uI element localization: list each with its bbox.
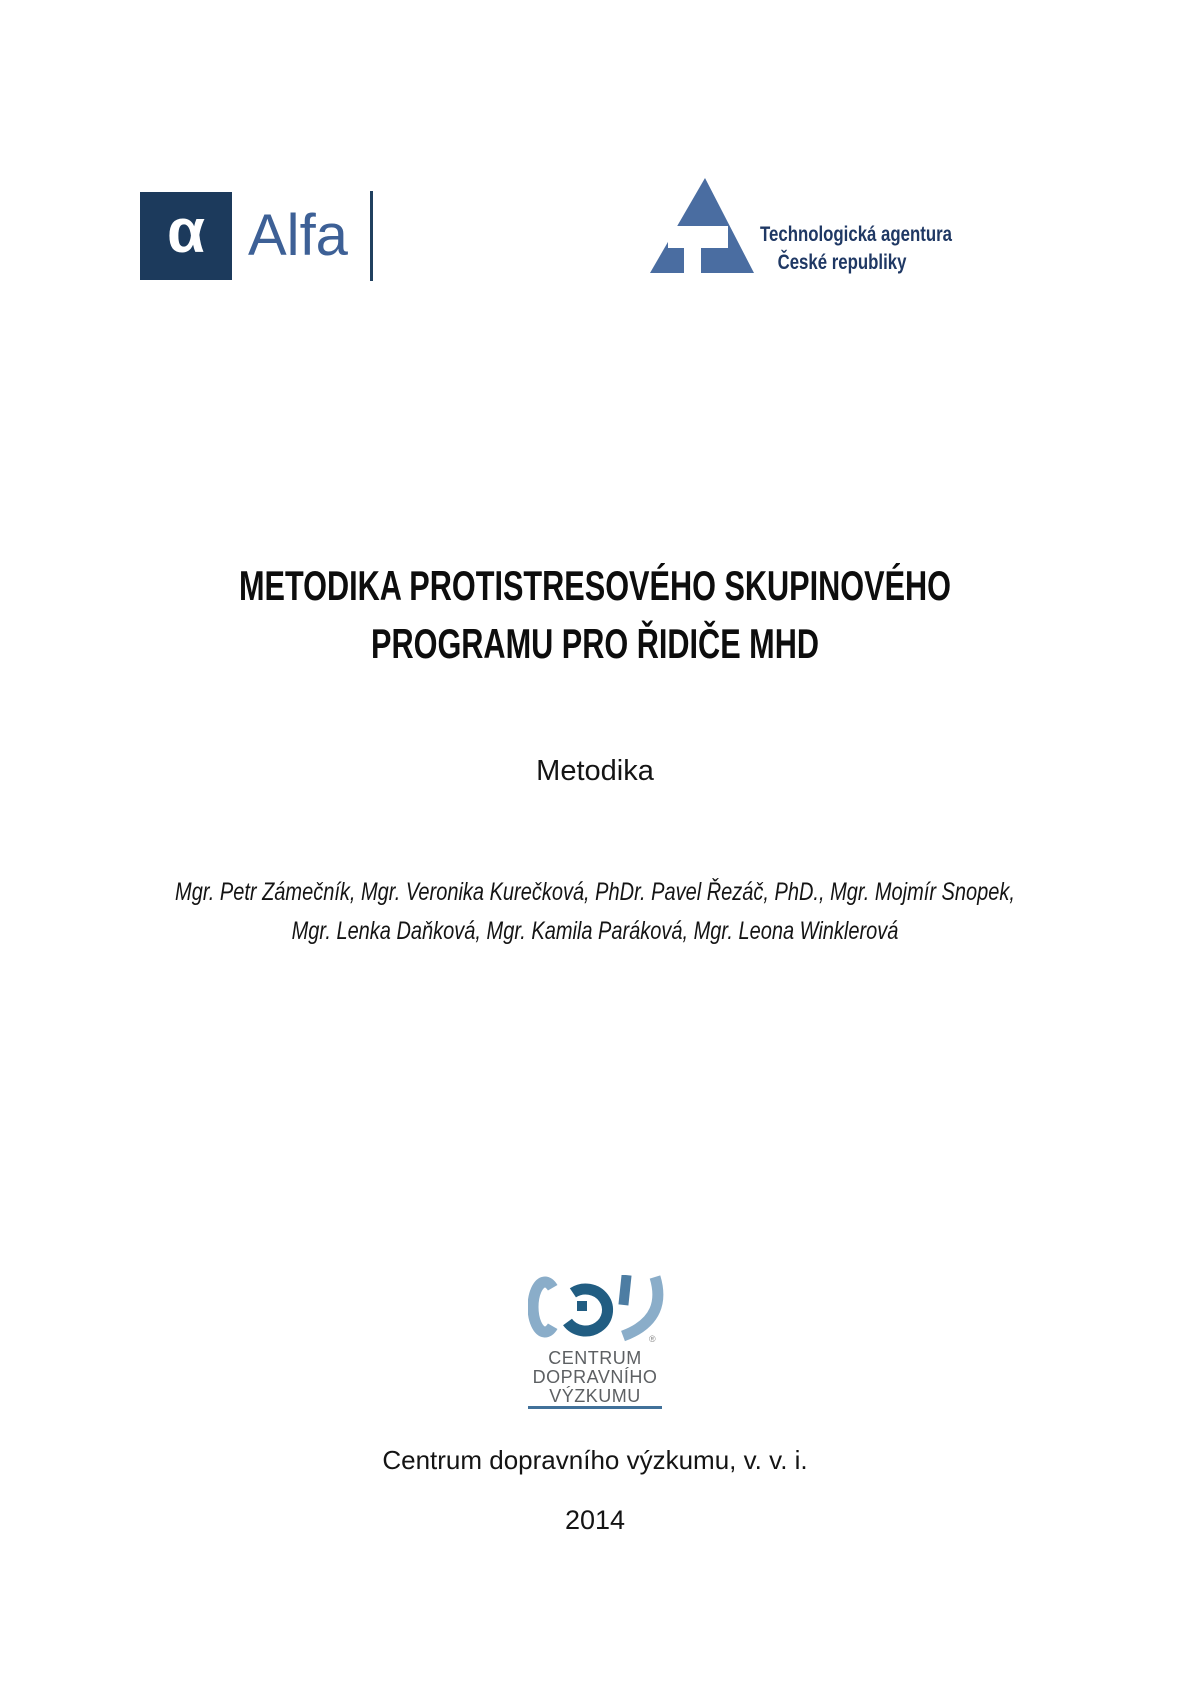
tacr-name-line1: Technologická agentura bbox=[760, 223, 952, 246]
alfa-logo-divider bbox=[370, 191, 373, 281]
cdv-d-glyph bbox=[568, 1289, 608, 1331]
cdv-logo-underline bbox=[528, 1406, 662, 1409]
tacr-logo-text bbox=[760, 221, 952, 277]
tacr-logo bbox=[650, 178, 950, 278]
document-subtitle: Metodika bbox=[536, 755, 654, 787]
alfa-logo bbox=[140, 192, 380, 282]
authors-line1: Mgr. Petr Zámečník, Mgr. Veronika Kurečková, PhDr. Pavel Řezáč, PhD., Mgr. Mojmír Snopek, bbox=[175, 878, 1015, 906]
cdv-text-line2: DOPRAVNÍHO bbox=[532, 1367, 658, 1387]
document-title-line2: PROGRAMU PRO ŘIDIČE MHD bbox=[371, 620, 819, 667]
cdv-logo-text bbox=[0, 1349, 1190, 1406]
document-title-line1: METODIKA PROTISTRESOVÉHO SKUPINOVÉHO bbox=[238, 562, 952, 609]
alfa-logo-label: Alfa bbox=[248, 203, 348, 268]
cdv-c-glyph bbox=[533, 1282, 553, 1332]
cdv-logo-icon bbox=[528, 1275, 668, 1343]
publication-year: 2014 bbox=[564, 1505, 626, 1535]
authors-block bbox=[119, 873, 1071, 951]
cdv-text-line3: VÝZKUMU bbox=[549, 1386, 641, 1406]
authors-line2: Mgr. Lenka Daňková, Mgr. Kamila Paráková, Mgr. Leona Winklerová bbox=[291, 917, 899, 945]
document-title bbox=[161, 557, 1030, 673]
cdv-d-notch bbox=[577, 1301, 587, 1311]
cdv-text-line1: CENTRUM bbox=[548, 1348, 642, 1368]
tacr-triangle-icon bbox=[650, 178, 754, 273]
alfa-logo-mark bbox=[140, 192, 232, 280]
tacr-name-line2: České republiky bbox=[777, 251, 907, 274]
registered-trademark-icon: ® bbox=[649, 1334, 656, 1343]
organization-name: Centrum dopravního výzkumu, v. v. i. bbox=[382, 1445, 808, 1475]
cdv-v-stroke bbox=[618, 1275, 631, 1305]
alpha-letter-icon: α bbox=[166, 197, 206, 266]
